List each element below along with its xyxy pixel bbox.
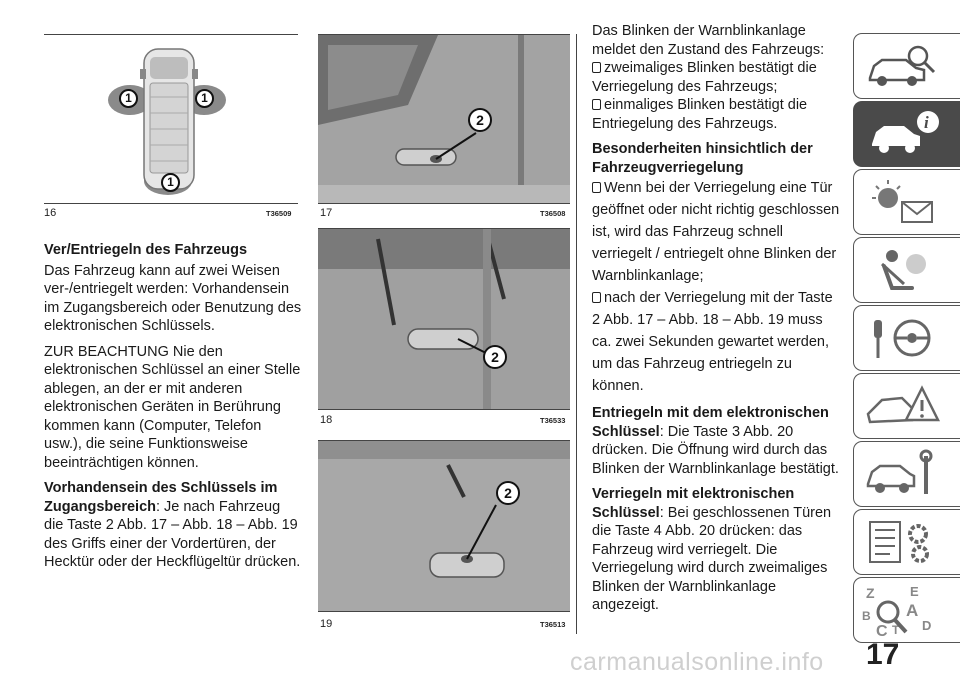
index-letter: T: [892, 623, 900, 637]
car-warning-icon: [862, 380, 942, 434]
paragraph: [592, 404, 842, 478]
paragraph: Das Blinken der Warnblinkanlage meldet den Zustand des Fahrzeugs:: [592, 23, 825, 58]
airbag-seat-icon: [862, 244, 942, 298]
car-magnifier-icon: [862, 40, 942, 94]
car-wrench-icon: [862, 448, 942, 502]
paragraph-text: : Die Taste 3 Abb. 20 drücken. Die Öffnung wird durch das Blinken der Warnblinkanlage bestätigt.: [592, 423, 839, 477]
index-letter: A: [906, 601, 919, 620]
figure-19-image: [318, 441, 570, 611]
right-column-text: [592, 22, 842, 622]
paragraph: ZUR BEACHTUNG Nie den elektronischen Schlüssel an einer Stelle ablegen, an der er mit anderen elektronischen Geräten in Berührung kommen kann (Computer, Telefon usw.), die seine Funktionsweise beeinträchtigen können.: [44, 343, 301, 471]
bullet-item: [592, 96, 842, 133]
bullet-icon: [592, 182, 601, 193]
bullet-icon: [592, 292, 601, 303]
bullet-icon: [592, 99, 601, 110]
figure-18-code: T36533: [540, 416, 566, 425]
bullet-text: zweimaliges Blinken bestätigt die Verriegelung des Fahrzeugs;: [592, 60, 817, 95]
figure-19-callout: [496, 481, 520, 505]
paragraph: Das Fahrzeug kann auf zwei Weisen ver-/entriegelt werden: Vorhandensein im Zugangsbereich oder Benutzung des elektronischen Schlüssels.: [44, 262, 302, 334]
figure-16-code: T36509: [266, 209, 292, 218]
figure-18-number: 18: [320, 414, 333, 426]
bullet-text: nach der Verriegelung mit der Taste 2 Abb. 17 – Abb. 18 – Abb. 19 muss ca. zwei Sekunden gewartet werden, um das Fahrzeug entriegeln zu können.: [592, 290, 833, 394]
index-letter: C: [876, 623, 888, 638]
paragraph: [44, 479, 302, 572]
callout-number: 1: [201, 91, 208, 105]
bullet-item: [592, 177, 842, 287]
key-steering-wheel-icon: [862, 312, 942, 366]
figure-16-callout-1: [119, 89, 138, 108]
figure-17-callout: [468, 108, 492, 132]
paragraph-text: : Je nach Fahrzeug die Taste 2 Abb. 17 – Abb. 18 – Abb. 19 des Griffs einer der Vordertüren, der Hecktür oder der Heckflügeltür drücken.: [44, 498, 301, 570]
callout-number: 1: [125, 91, 132, 105]
tab-airbag-seat[interactable]: [853, 237, 960, 303]
column-divider: [576, 34, 577, 634]
figure-16-image: [44, 35, 298, 203]
watermark: carmanualsonline.info: [570, 648, 824, 676]
inline-heading: Vorhandensein des Schlüssels im Zugangsbereich: [44, 480, 278, 515]
index-letter: D: [922, 618, 932, 633]
inline-heading: Verriegeln mit elektronischen Schlüssel: [592, 486, 795, 521]
inline-heading: Entriegeln mit dem elektronischen Schlüssel: [592, 405, 829, 440]
tab-car-info[interactable]: [853, 101, 960, 167]
figure-17-image: [318, 35, 570, 203]
car-info-icon: [862, 108, 942, 162]
section-heading: Ver/Entriegeln des Fahrzeugs: [44, 242, 248, 258]
tab-car-wrench[interactable]: [853, 441, 960, 507]
callout-number: 2: [476, 112, 484, 128]
paragraph: [592, 485, 842, 615]
figure-18-image: [318, 229, 570, 409]
index-letter: B: [862, 609, 871, 623]
callout-number: 1: [167, 175, 174, 189]
tab-index[interactable]: [853, 577, 960, 643]
figure-16-callout-2: [195, 89, 214, 108]
data-gear-icon: [862, 516, 942, 570]
section-heading: Besonderheiten hinsichtlich der Fahrzeugverriegelung: [592, 141, 813, 176]
page-number: 17: [866, 638, 900, 671]
tab-car-magnifier[interactable]: [853, 33, 960, 99]
bullet-text: einmaliges Blinken bestätigt die Entriegelung des Fahrzeugs.: [592, 97, 808, 132]
index-letter: Z: [866, 585, 875, 601]
bullet-icon: [592, 62, 601, 73]
index-letter: E: [910, 584, 919, 599]
paragraph-text: : Bei geschlossenen Türen die Taste 4 Abb. 20 drücken: das Fahrzeug wird verriegelt. Die Verriegelung wird durch zweimaliges Blinken der Warnblinkanlage angezeigt.: [592, 504, 832, 613]
bullet-item: [592, 59, 842, 96]
figure-16-number: 16: [44, 207, 57, 219]
tab-key-steering-wheel[interactable]: [853, 305, 960, 371]
bullet-item: [592, 287, 842, 397]
bullet-text: Wenn bei der Verriegelung eine Tür geöffnet oder nicht richtig geschlossen ist, wird das Fahrzeug schnell verriegelt / entriegelt ohne Blinken der Warnblinkanlage;: [592, 180, 840, 284]
callout-number: 2: [504, 485, 512, 501]
figure-17-code: T36508: [540, 209, 566, 218]
figure-18-callout: [483, 345, 507, 369]
tab-data-gear[interactable]: [853, 509, 960, 575]
svg-text:i: i: [924, 113, 929, 132]
callout-number: 2: [491, 349, 499, 365]
tab-car-warning[interactable]: [853, 373, 960, 439]
figure-19-code: T36513: [540, 620, 566, 629]
left-column-text: [44, 241, 302, 579]
warning-lights-message-icon: [862, 176, 942, 230]
tab-warning-lights[interactable]: [853, 169, 960, 235]
figure-16-callout-3: [161, 173, 180, 192]
figure-17-number: 17: [320, 207, 333, 219]
index-letters-icon: [862, 584, 942, 638]
figure-19-number: 19: [320, 618, 333, 630]
